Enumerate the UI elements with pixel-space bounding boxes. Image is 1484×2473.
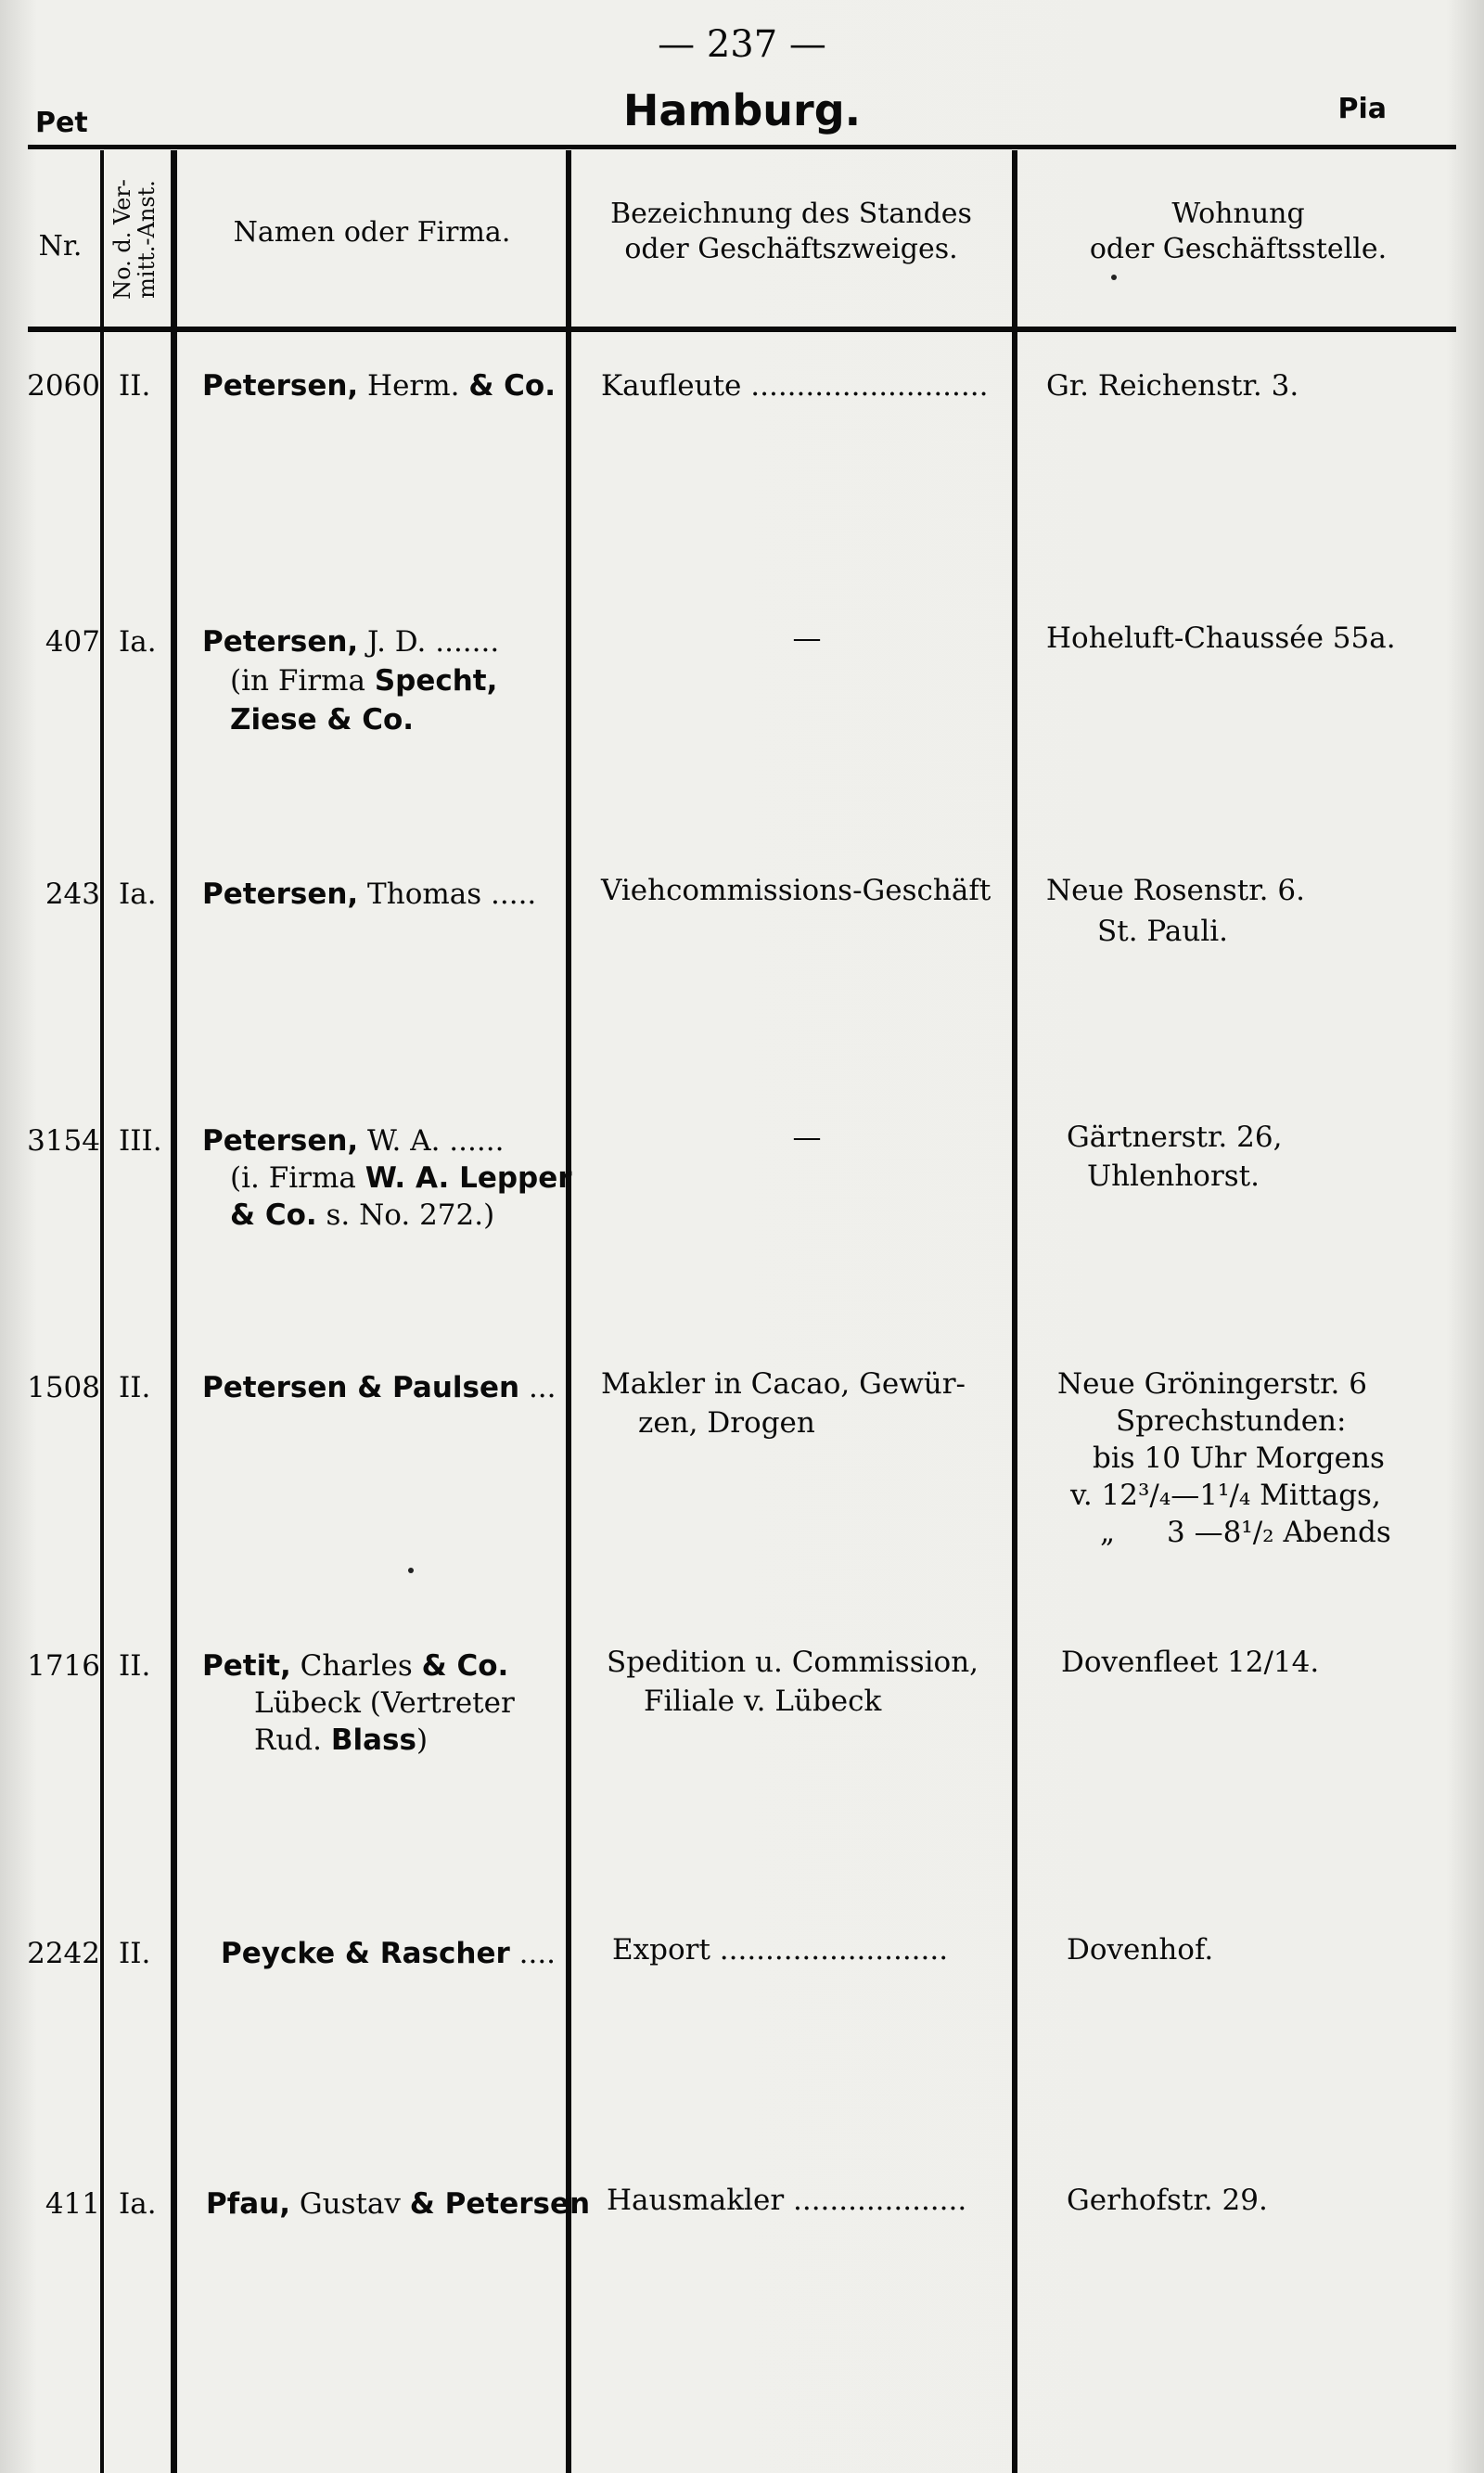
- entry-name-bold: Petersen,: [202, 625, 359, 659]
- entry-nr: 1716: [27, 1649, 100, 1683]
- entry-class: Ia.: [119, 625, 157, 659]
- entry-name-line-2-bold: W. A. Lepper: [365, 1161, 572, 1195]
- col-head-bezeichnung-2: oder Geschäftszweiges.: [624, 233, 958, 265]
- column-rule-2: [171, 150, 177, 2473]
- column-rule-4: [1012, 150, 1017, 2473]
- entry-name: [202, 1647, 508, 1685]
- entry-name-bold: Petit,: [202, 1649, 291, 1683]
- entry-address-line-2: St. Pauli.: [1097, 915, 1228, 948]
- entry-name: [202, 876, 536, 913]
- col-head-wohnung-2: oder Geschäftsstelle.: [1089, 233, 1388, 265]
- entry-address: Hoheluft-Chaussée 55a.: [1046, 621, 1396, 655]
- entry-name-rest: J. D. .......: [358, 625, 500, 659]
- entry-class: II.: [119, 1937, 151, 1970]
- entry-name-bold-2: & Co.: [421, 1649, 509, 1683]
- entry-name-bold: Petersen & Paulsen: [202, 1371, 520, 1404]
- col-head-nr: Nr.: [38, 230, 83, 263]
- entry-name-line-2-text: (in Firma: [230, 664, 375, 698]
- entry-class: II.: [119, 1371, 151, 1404]
- entry-address-line-2: Uhlenhorst.: [1087, 1160, 1260, 1193]
- entry-name-rest: Thomas .....: [358, 878, 537, 911]
- entry-name: [202, 1369, 556, 1406]
- entry-trade-line-2: zen, Drogen: [638, 1406, 815, 1440]
- entry-name-line-2-text: Lübeck (Vertreter: [254, 1686, 515, 1720]
- entry-name-bold: Petersen,: [202, 1124, 359, 1158]
- entry-address: Dovenfleet 12/14.: [1061, 1646, 1320, 1679]
- entry-name: [206, 2185, 590, 2223]
- running-head-right: Pia: [1337, 93, 1387, 125]
- entry-trade: Export .........................: [612, 1933, 949, 1967]
- entry-address-line-4: v. 12³/₄—1¹/₄ Mittags,: [1070, 1479, 1381, 1512]
- print-speck: [408, 1568, 414, 1573]
- entry-name-rest: Charles: [290, 1649, 422, 1683]
- col-head-wohnung-1: Wohnung: [1171, 198, 1305, 230]
- entry-name-bold: Pfau,: [206, 2187, 290, 2221]
- entry-name-rest: Herm.: [358, 369, 469, 403]
- print-speck: [1111, 275, 1117, 280]
- entry-address-line-2: Sprechstunden:: [1116, 1404, 1347, 1438]
- entry-nr: 1508: [27, 1371, 100, 1404]
- entry-nr: 407: [45, 625, 100, 659]
- entry-address: Gerhofstr. 29.: [1067, 2184, 1268, 2217]
- entry-trade: Kaufleute ..........................: [601, 369, 989, 403]
- entry-name-rest: W. A. ......: [358, 1124, 505, 1158]
- page-number: — 237 —: [658, 23, 826, 66]
- entry-nr: 243: [45, 878, 100, 911]
- entry-name-bold: Peycke & Rascher: [221, 1937, 510, 1970]
- entry-name-line-2: [230, 1160, 572, 1197]
- entry-name-line-3: [230, 701, 414, 738]
- entry-class: III.: [119, 1124, 162, 1158]
- entry-name-line-2: [254, 1685, 515, 1722]
- entry-nr: 2242: [27, 1937, 100, 1970]
- entry-name-line-3-bold: Ziese & Co.: [230, 703, 415, 737]
- entry-trade: Viehcommissions-Geschäft: [601, 874, 991, 907]
- entry-name-line-3-rest: ): [416, 1723, 429, 1757]
- entry-name-rest: ...: [519, 1371, 556, 1404]
- column-rule-3: [566, 150, 571, 2473]
- entry-trade-line-2: Filiale v. Lübeck: [644, 1685, 882, 1718]
- col-head-namen: Namen oder Firma.: [233, 216, 511, 249]
- entry-name-bold-2: & Co.: [468, 369, 556, 403]
- entry-name-line-2: [230, 662, 497, 699]
- entry-trade: —: [792, 621, 822, 655]
- column-rule-1: [100, 150, 104, 2473]
- entry-address: Neue Rosenstr. 6.: [1046, 874, 1305, 907]
- entry-address-line-5-mark: „: [1100, 1516, 1116, 1549]
- entry-name: [202, 1122, 504, 1160]
- entry-trade: Makler in Cacao, Gewür-: [601, 1367, 966, 1401]
- entry-nr-visible: 411: [45, 2187, 100, 2221]
- entry-name: [221, 1935, 556, 1972]
- entry-nr: 2060: [27, 369, 100, 403]
- entry-trade: Spedition u. Commission,: [607, 1646, 979, 1679]
- entry-nr: 3154: [27, 1124, 100, 1158]
- entry-name-bold-2: & Petersen: [409, 2187, 591, 2221]
- entry-class: II.: [119, 1649, 151, 1683]
- entry-name: [202, 367, 556, 404]
- entry-address: Gärtnerstr. 26,: [1067, 1121, 1283, 1154]
- entry-name-line-2-bold: Specht,: [374, 664, 498, 698]
- header-rule-top: [28, 145, 1456, 149]
- entry-class: Ia.: [119, 878, 157, 911]
- entry-name-line-2-text: (i. Firma: [230, 1161, 365, 1195]
- entry-name: [202, 623, 499, 660]
- entry-address-line-3: bis 10 Uhr Morgens: [1093, 1442, 1385, 1475]
- entry-name-bold: Petersen,: [202, 369, 359, 403]
- entry-address: Dovenhof.: [1067, 1933, 1214, 1967]
- col-head-vermittlung-text: No. d. Ver- mitt.-Anst.: [109, 179, 160, 300]
- entry-name-rest: Gustav: [289, 2187, 410, 2221]
- entry-name-rest: ....: [509, 1937, 556, 1970]
- entry-name-bold: Petersen,: [202, 878, 359, 911]
- entry-trade: Hausmakler ...................: [607, 2184, 967, 2217]
- entry-address: Gr. Reichenstr. 3.: [1046, 369, 1299, 403]
- entry-class: Ia.: [119, 2187, 157, 2221]
- entry-class: II.: [119, 369, 151, 403]
- entry-name-line-3-text: Rud.: [254, 1723, 331, 1757]
- city-title: Hamburg.: [622, 85, 862, 135]
- running-head-left: Pet: [35, 107, 88, 139]
- header-rule-bottom: [28, 327, 1456, 332]
- col-head-bezeichnung-1: Bezeichnung des Standes: [610, 198, 972, 230]
- entry-name-line-3: [230, 1197, 494, 1234]
- entry-address: Neue Gröningerstr. 6: [1057, 1367, 1367, 1401]
- entry-name-line-3-bold: Blass: [330, 1723, 416, 1757]
- col-head-vermittlung: [101, 156, 168, 323]
- entry-address-line-5: 3 —8¹/₂ Abends: [1167, 1516, 1391, 1549]
- entry-name-line-3-rest: s. No. 272.): [316, 1198, 495, 1232]
- entry-name-line-3-bold: & Co.: [230, 1198, 317, 1232]
- entry-trade: —: [792, 1121, 822, 1154]
- entry-name-line-3: [254, 1722, 428, 1759]
